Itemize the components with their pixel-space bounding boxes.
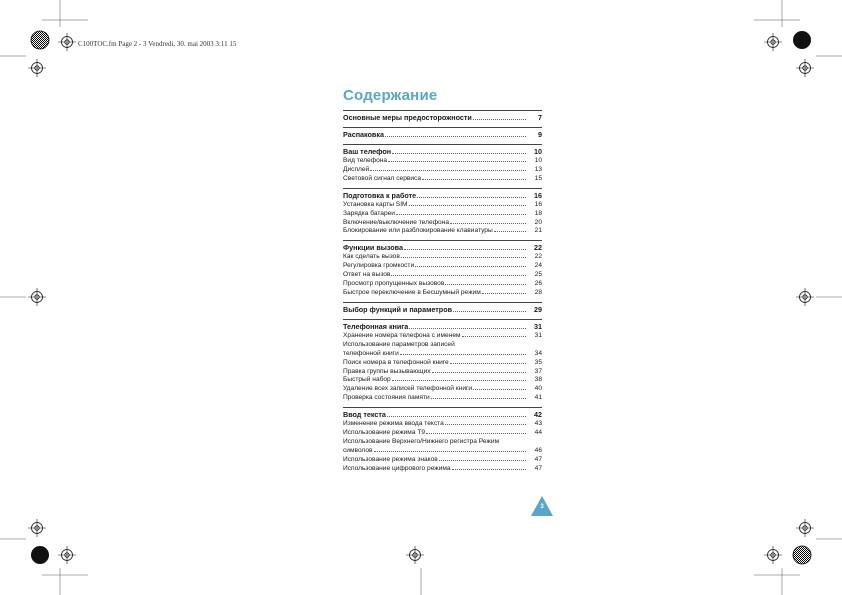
entry-page: 18 (534, 209, 542, 217)
section-page: 22 (534, 243, 542, 253)
toc-entry (343, 201, 542, 210)
toc-entry (343, 350, 542, 359)
toc-entry (343, 175, 542, 184)
dot-leader (417, 197, 526, 198)
toc-entry (343, 394, 542, 403)
dot-leader (452, 469, 526, 470)
entry-title: Установка карты SIM (343, 200, 408, 208)
entry-page: 16 (534, 200, 542, 208)
toc-entry (343, 385, 542, 394)
dot-leader (388, 161, 526, 162)
section-title: Основные меры предосторожности (343, 113, 472, 122)
entry-page: 21 (534, 227, 542, 235)
section-title: Выбор функций и параметров (343, 304, 453, 314)
entry-page: 13 (534, 165, 542, 173)
toc-entry (343, 465, 542, 474)
entry-title: Ответ на вызов (343, 271, 391, 279)
entry-title: Вид телефона (343, 157, 388, 164)
section-title: Ввод текста (343, 410, 386, 420)
toc-section-heading (343, 127, 542, 140)
entry-page: 34 (534, 349, 542, 357)
toc-section-heading (343, 407, 542, 420)
toc-entry-line: Использование параметров записей (343, 340, 455, 348)
entry-page: 28 (534, 288, 542, 296)
entry-title: Включение/выключение телефона (343, 218, 450, 226)
toc-entry (343, 359, 542, 368)
section-title: Подготовка к работе (343, 190, 417, 200)
toc-title: Содержание (343, 87, 438, 104)
toc-section-heading (343, 240, 542, 253)
entry-page: 10 (534, 157, 542, 164)
entry-page: 46 (534, 446, 542, 454)
entry-title: Проверка состояния памяти (343, 394, 430, 402)
file-info-header: C100TOC.fm Page 2 - 3 Vendredi, 30. mai 2003 3:11 15 (78, 40, 237, 48)
entry-page: 47 (534, 455, 542, 463)
entry-page: 26 (534, 280, 542, 288)
entry-page: 35 (534, 358, 542, 366)
entry-title: Быстрый набор (343, 376, 391, 384)
section-title: Функции вызова (343, 243, 403, 253)
dot-leader (391, 275, 526, 276)
section-page: 29 (534, 304, 542, 314)
toc-entry (343, 210, 542, 219)
section-page: 31 (534, 321, 542, 331)
dot-leader (494, 231, 526, 232)
table-of-contents (343, 110, 542, 474)
toc-entry (343, 253, 542, 262)
section-page: 10 (534, 147, 542, 156)
toc-section-heading (343, 144, 542, 157)
toc-section-heading (343, 188, 542, 201)
dot-leader (392, 153, 526, 154)
entry-title: Удаление всех записей телефонной книги (343, 385, 473, 393)
entry-title: Использование цифрового режима (343, 464, 451, 472)
section-page: 16 (534, 190, 542, 200)
entry-title: Блокирование или разблокирование клавиатуры (343, 227, 493, 235)
dot-leader (385, 136, 526, 137)
section-title: Телефонная книга (343, 321, 409, 331)
toc-entry (343, 280, 542, 289)
section-page: 42 (534, 410, 542, 420)
dot-leader (409, 328, 526, 329)
entry-page: 44 (534, 429, 542, 437)
toc-entry (343, 166, 542, 175)
dot-leader (473, 119, 526, 120)
dot-leader (387, 416, 526, 417)
dot-leader (473, 389, 526, 390)
dot-leader (401, 257, 526, 258)
dot-leader (370, 170, 526, 171)
entry-page: 43 (534, 420, 542, 428)
entry-title: Просмотр пропущенных вызовов (343, 280, 445, 288)
entry-page: 41 (534, 394, 542, 402)
dot-leader (404, 249, 526, 250)
dot-leader (450, 363, 526, 364)
dot-leader (445, 424, 526, 425)
dot-leader (374, 451, 526, 452)
dot-leader (462, 336, 526, 337)
entry-page: 20 (534, 218, 542, 226)
section-page: 7 (538, 113, 542, 122)
toc-entry (343, 262, 542, 271)
entry-title: Изменение режима ввода текста (343, 420, 444, 428)
toc-entry (343, 289, 542, 298)
section-page: 9 (538, 130, 542, 139)
entry-title: телефонной книги (343, 349, 399, 357)
toc-entry (343, 420, 542, 429)
entry-page: 47 (534, 464, 542, 472)
toc-entry (343, 227, 542, 236)
entry-title: Использование режима знаков (343, 455, 438, 463)
entry-title: Световой сигнал сервиса (343, 174, 422, 182)
entry-title: Регулировка громкости (343, 262, 415, 270)
entry-title: Зарядка батареи (343, 209, 395, 217)
section-title: Ваш телефон (343, 147, 392, 156)
toc-entry (343, 157, 542, 166)
toc-section-heading (343, 302, 542, 315)
toc-section-heading (343, 110, 542, 123)
entry-page: 25 (534, 271, 542, 279)
entry-page: 15 (534, 174, 542, 182)
entry-title: Как сделать вызов (343, 253, 400, 261)
entry-page: 37 (534, 367, 542, 375)
toc-entry (343, 376, 542, 385)
entry-page: 22 (534, 253, 542, 261)
entry-title: Поиск номера в телефонной книге (343, 358, 449, 366)
dot-leader (396, 214, 526, 215)
dot-leader (409, 205, 526, 206)
dot-leader (431, 398, 526, 399)
toc-entry (343, 429, 542, 438)
page-number-badge (531, 496, 553, 516)
entry-title: символов (343, 446, 373, 454)
entry-title: Использование режима T9 (343, 429, 426, 437)
toc-entry (343, 332, 542, 341)
toc-entry (343, 456, 542, 465)
dot-leader (392, 380, 526, 381)
toc-entry (343, 271, 542, 280)
toc-entry-line: Использование Верхнего/Нижнего регистра Режим (343, 437, 500, 445)
entry-title: Хранение номера телефона с именем (343, 331, 461, 339)
entry-page: 31 (534, 331, 542, 339)
toc-entry (343, 447, 542, 456)
entry-page: 40 (534, 385, 542, 393)
dot-leader (445, 284, 526, 285)
entry-page: 24 (534, 262, 542, 270)
dot-leader (450, 223, 526, 224)
dot-leader (422, 179, 526, 180)
dot-leader (439, 460, 526, 461)
entry-title: Быстрое переключение в Бесшумный режим (343, 288, 481, 296)
toc-section-heading (343, 319, 542, 332)
dot-leader (415, 266, 526, 267)
entry-title: Дисплей (343, 165, 370, 173)
dot-leader (432, 372, 526, 373)
dot-leader (426, 433, 526, 434)
dot-leader (453, 311, 526, 312)
entry-title: Правка группы вызывающих (343, 367, 431, 375)
dot-leader (400, 354, 526, 355)
section-title: Распаковка (343, 130, 384, 139)
page-number: 3 (540, 504, 544, 510)
dot-leader (482, 293, 526, 294)
entry-page: 38 (534, 376, 542, 384)
